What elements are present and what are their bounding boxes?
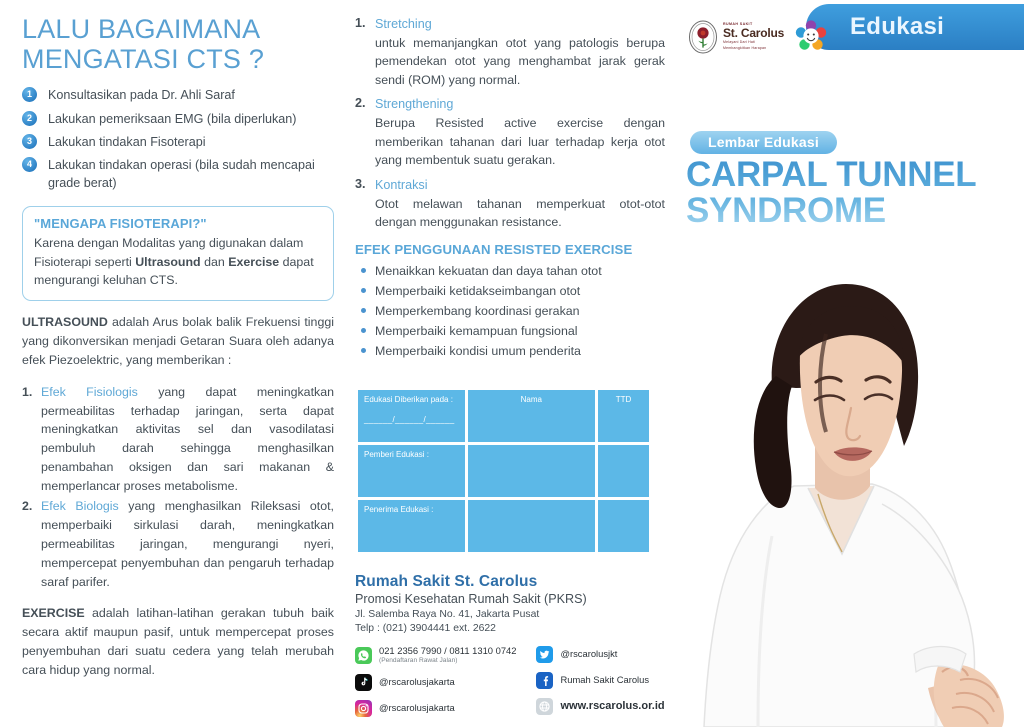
list-item: Memperbaiki ketidakseimbangan otot bbox=[355, 281, 665, 301]
type-number: 3. bbox=[355, 176, 366, 191]
lembar-edukasi-badge: Lembar Edukasi bbox=[690, 131, 837, 154]
contact-label bbox=[379, 646, 516, 664]
effects-section-title: EFEK PENGGUNAAN RESISTED EXERCISE bbox=[355, 241, 633, 257]
callout-body bbox=[34, 234, 322, 291]
step-number-badge: 3 bbox=[22, 134, 37, 149]
effect-number: 2. bbox=[22, 499, 33, 514]
step-text: Lakukan tindakan operasi (bila sudah mencapai grade berat) bbox=[48, 158, 315, 191]
type-description: Otot melawan tahanan memperkuat otot-otot dengan menggunakan resistance. bbox=[375, 196, 665, 230]
ultrasound-effects-list bbox=[22, 383, 334, 593]
facebook-icon bbox=[536, 672, 553, 689]
callout-text-3: dapat mengurangi keluhan CTS. bbox=[34, 254, 314, 288]
why-physiotherapy-callout bbox=[22, 206, 334, 302]
hospital-address: Jl. Salemba Raya No. 41, Jakarta Pusat bbox=[355, 609, 540, 621]
contact-column-left bbox=[355, 646, 516, 716]
callout-bold-exercise: Exercise bbox=[228, 254, 280, 269]
contact-block bbox=[355, 646, 665, 716]
rose-emblem-icon bbox=[688, 20, 718, 54]
type-term: Strengthening bbox=[375, 97, 454, 112]
list-item bbox=[355, 177, 665, 232]
page-title-line2: MENGATASI CTS ? bbox=[22, 44, 265, 75]
list-item bbox=[22, 133, 334, 151]
treatment-steps-list bbox=[22, 86, 334, 192]
list-item: Memperbaiki kondisi umum penderita bbox=[355, 341, 665, 361]
table-cell-receiver-name[interactable] bbox=[468, 500, 595, 552]
type-number: 2. bbox=[355, 96, 366, 111]
step-number-badge: 2 bbox=[22, 111, 37, 126]
hospital-name: Rumah Sakit St. Carolus bbox=[355, 573, 538, 591]
whatsapp-note: (Pendaftaran Rawat Jalan) bbox=[379, 657, 458, 665]
list-item bbox=[355, 16, 665, 89]
contact-whatsapp[interactable] bbox=[355, 646, 516, 664]
contact-facebook[interactable] bbox=[536, 672, 664, 689]
type-term: Kontraksi bbox=[375, 177, 428, 192]
logo-name: St. Carolus bbox=[723, 26, 785, 41]
ultrasound-paragraph bbox=[22, 313, 334, 370]
woman-wrist-pain-illustration bbox=[676, 236, 1024, 727]
middle-column bbox=[355, 16, 665, 717]
education-signature-table bbox=[355, 387, 652, 555]
tiktok-handle: @rscarolusjakarta bbox=[379, 675, 455, 687]
step-text: Lakukan pemeriksaan EMG (bila diperlukan) bbox=[48, 111, 297, 126]
table-header-name: Nama bbox=[468, 390, 595, 442]
list-item bbox=[22, 86, 334, 104]
patient-photo bbox=[676, 236, 1024, 727]
exercise-label: EXERCISE bbox=[22, 606, 85, 621]
twitter-handle: @rscarolusjkt bbox=[560, 648, 618, 660]
exercise-paragraph bbox=[22, 604, 334, 680]
table-cell-receiver-signature[interactable] bbox=[598, 500, 649, 552]
logo-tagline-2: Membangkitkan Harapan bbox=[723, 45, 767, 50]
twitter-icon bbox=[536, 646, 553, 663]
effect-text: yang menghasilkan Rileksasi otot, memperbaiki sirkulasi darah, meningkatkan permeabilitas jaringan, mengurangi nyeri, mempercepat penyembuhan dan pengaruh terhadap saraf parifer. bbox=[41, 499, 334, 590]
step-text: Konsultasikan pada Dr. Ahli Saraf bbox=[48, 88, 235, 103]
contact-tiktok[interactable] bbox=[355, 674, 516, 691]
brochure-title-line1: CARPAL TUNNEL bbox=[686, 155, 977, 194]
list-item bbox=[22, 110, 334, 128]
table-cell-educator-label: Pemberi Edukasi : bbox=[358, 445, 465, 497]
hospital-phone: Telp : (021) 3904441 ext. 2622 bbox=[355, 623, 496, 635]
left-column bbox=[22, 14, 334, 692]
page-title-line1: LALU BAGAIMANA bbox=[22, 14, 261, 44]
instagram-handle: @rscarolusjakarta bbox=[379, 701, 455, 713]
table-row bbox=[358, 390, 649, 442]
logo-top-line: RUMAH SAKIT bbox=[723, 22, 753, 27]
effect-text: yang dapat meningkatkan permeabilitas terhadap jaringan, serta dapat meningkatkan aktivitas sel dan vasodilatasi pembuluh darah sehingga menghasilkan penambahan oksigen dan sari makanan & memperlancar proses metabolisme. bbox=[41, 384, 334, 494]
colorful-flower-logo-icon bbox=[794, 20, 828, 54]
step-text: Lakukan tindakan Fisoterapi bbox=[48, 134, 206, 149]
callout-title: "MENGAPA FISIOTERAPI?" bbox=[34, 215, 207, 231]
edukasi-banner: Edukasi bbox=[806, 4, 1024, 50]
right-panel bbox=[676, 0, 1024, 727]
hospital-info bbox=[355, 573, 665, 634]
hospital-unit: Promosi Kesehatan Rumah Sakit (PKRS) bbox=[355, 592, 587, 607]
list-item bbox=[22, 383, 334, 497]
type-description: Berupa Resisted active exercise dengan memberikan tahanan dari luar terhadap kerja otot yang membentuk suatu gerakan. bbox=[375, 116, 665, 168]
logo-group bbox=[688, 20, 828, 54]
effect-term: Efek Biologis bbox=[41, 499, 119, 514]
contact-instagram[interactable] bbox=[355, 700, 516, 717]
contact-twitter[interactable] bbox=[536, 646, 664, 663]
type-number: 1. bbox=[355, 16, 366, 30]
resisted-exercise-effects-list bbox=[355, 261, 665, 361]
list-item bbox=[355, 96, 665, 169]
contact-website[interactable] bbox=[536, 698, 664, 715]
carolus-wordmark bbox=[723, 23, 784, 50]
website-url: www.rscarolus.or.id bbox=[560, 700, 665, 713]
table-cell-educator-name[interactable] bbox=[468, 445, 595, 497]
table-row bbox=[358, 500, 649, 552]
logo-tagline-1: Melayani Dari Hati bbox=[723, 40, 756, 45]
ultrasound-label: ULTRASOUND bbox=[22, 315, 108, 330]
website-icon bbox=[536, 698, 553, 715]
table-cell-education-date[interactable] bbox=[358, 390, 465, 442]
type-term: Stretching bbox=[375, 17, 432, 31]
education-date-line: ______/______/______ bbox=[364, 414, 455, 424]
callout-bold-ultrasound: Ultrasound bbox=[135, 254, 201, 269]
table-header-signature: TTD bbox=[598, 390, 649, 442]
st-carolus-logo bbox=[688, 20, 784, 54]
page-title bbox=[22, 14, 334, 74]
type-description: untuk memanjangkan otot yang patologis berupa pemendekan otot yang menghambat jarak gerak sendi (ROM) yang normal. bbox=[375, 35, 665, 87]
list-item: Memperkembang koordinasi gerakan bbox=[355, 301, 665, 321]
effect-term: Efek Fisiologis bbox=[41, 384, 138, 399]
brochure-title-line2: SYNDROME bbox=[686, 190, 886, 230]
callout-text-2: dan bbox=[200, 254, 229, 269]
table-cell-receiver-label: Penerima Edukasi : bbox=[358, 500, 465, 552]
tiktok-icon bbox=[355, 674, 372, 691]
callout-text-1: Karena dengan Modalitas yang digunakan dalam Fisioterapi seperti bbox=[34, 235, 304, 269]
step-number-badge: 1 bbox=[22, 87, 37, 102]
list-item: Memperbaiki kemampuan fungsional bbox=[355, 321, 665, 341]
facebook-name: Rumah Sakit Carolus bbox=[560, 674, 650, 686]
list-item bbox=[22, 156, 334, 193]
list-item bbox=[22, 497, 334, 592]
ultrasound-text: adalah Arus bolak balik Frekuensi tinggi yang dikonversikan menjadi Getaran Suara oleh adanya efek Piezoelektric, yang memberikan : bbox=[22, 315, 334, 368]
effect-number: 1. bbox=[22, 384, 33, 399]
table-cell-educator-signature[interactable] bbox=[598, 445, 649, 497]
exercise-types-list bbox=[355, 16, 665, 232]
brochure-title bbox=[686, 157, 1024, 228]
table-row bbox=[358, 445, 649, 497]
whatsapp-number: 021 2356 7990 / 0811 1310 0742 bbox=[379, 645, 517, 657]
list-item: Menaikkan kekuatan dan daya tahan otot bbox=[355, 261, 665, 281]
education-date-label: Edukasi Diberikan pada : bbox=[364, 395, 453, 405]
whatsapp-icon bbox=[355, 647, 372, 664]
exercise-text: adalah latihan-latihan gerakan tubuh baik secara aktif maupun pasif, untuk mempercepat proses penyembuhan dari suatu cedera yang telah merubah cara hidup yang normal. bbox=[22, 606, 334, 678]
step-number-badge: 4 bbox=[22, 157, 37, 172]
instagram-icon bbox=[355, 700, 372, 717]
contact-column-right bbox=[536, 646, 664, 716]
